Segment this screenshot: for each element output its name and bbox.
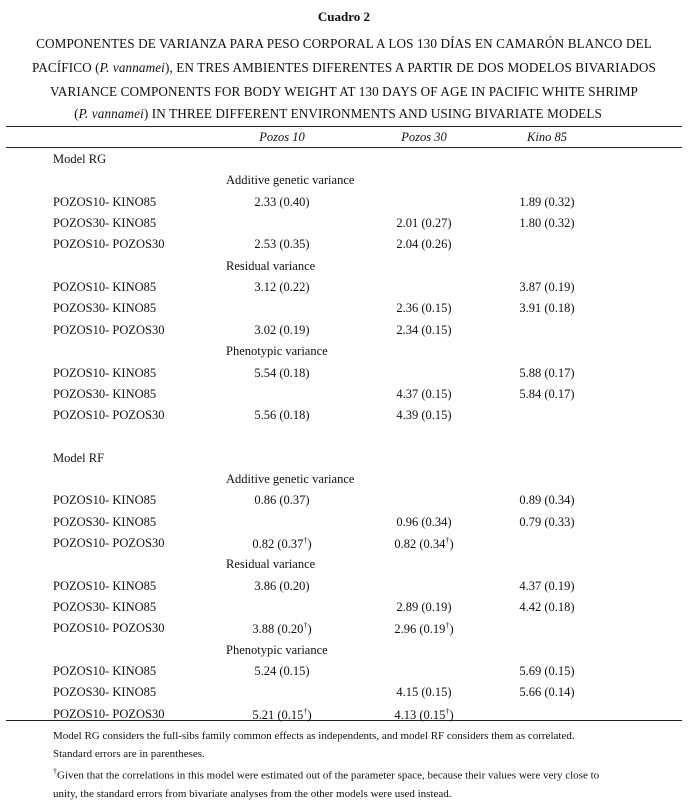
value-pozos30: 2.34 (0.15) [396, 323, 452, 337]
value-pozos10: 3.02 (0.19) [254, 323, 310, 337]
value-pozos10: 5.24 (0.15) [254, 664, 310, 678]
value-kino85: 0.89 (0.34) [519, 493, 575, 507]
value-pozos30: 0.96 (0.34) [396, 515, 452, 529]
value-pozos10: 2.53 (0.35) [254, 237, 310, 251]
section-title: Residual variance [226, 557, 316, 571]
value-pozos30: 2.96 (0.19†) [394, 621, 454, 637]
value-pozos30: 0.82 (0.34†) [394, 536, 454, 552]
table-row [0, 195, 688, 217]
dagger-mark: † [445, 621, 450, 630]
value-kino85: 5.69 (0.15) [519, 664, 575, 678]
table-row [0, 280, 688, 302]
row-label: POZOS10- POZOS30 [53, 323, 165, 337]
table-row [0, 664, 688, 686]
value-pozos10: 2.33 (0.40) [254, 195, 310, 209]
species-name: P. vannamei [78, 106, 144, 121]
column-header-pozos10: Pozos 10 [259, 130, 305, 144]
table-row [0, 408, 688, 430]
dagger-mark: † [445, 707, 450, 716]
table-notes [53, 727, 613, 803]
english-caption-line-1: VARIANCE COMPONENTS FOR BODY WEIGHT AT 130 DAYS OF AGE IN PACIFIC WHITE SHRIMP [49, 84, 638, 99]
value-kino85: 1.80 (0.32) [519, 216, 575, 230]
value-pozos30: 2.89 (0.19) [396, 600, 452, 614]
section-title: Additive genetic variance [226, 472, 355, 486]
value-pozos30: 2.01 (0.27) [396, 216, 452, 230]
table-row [0, 301, 688, 323]
table-row [0, 493, 688, 515]
value-pozos30: 2.36 (0.15) [396, 301, 452, 315]
row-label: POZOS30- KINO85 [53, 685, 157, 699]
spanish-caption-line-1: COMPONENTES DE VARIANZA PARA PESO CORPORAL A LOS 130 DÍAS EN CAMARÓN BLANCO DEL [36, 36, 652, 51]
value-pozos10: 0.82 (0.37†) [252, 536, 312, 552]
table-row [0, 366, 688, 388]
value-kino85: 1.89 (0.32) [519, 195, 575, 209]
row-label: POZOS30- KINO85 [53, 515, 157, 529]
table-row [0, 323, 688, 345]
section-title: Residual variance [226, 259, 316, 273]
table-row [0, 387, 688, 409]
value-pozos30: 4.13 (0.15†) [394, 707, 454, 723]
species-name: P. vannamei [99, 60, 165, 75]
value-pozos10: 5.21 (0.15†) [252, 707, 312, 723]
table-row [0, 237, 688, 259]
row-label: POZOS10- KINO85 [53, 366, 157, 380]
row-label: POZOS30- KINO85 [53, 600, 157, 614]
row-label: POZOS10- POZOS30 [53, 408, 165, 422]
row-label: POZOS30- KINO85 [53, 301, 157, 315]
value-kino85: 5.88 (0.17) [519, 366, 575, 380]
row-label: POZOS10- POZOS30 [53, 621, 165, 635]
model-label: Model RG [53, 152, 107, 166]
row-label: POZOS10- POZOS30 [53, 707, 165, 721]
row-label: POZOS10- POZOS30 [53, 237, 165, 251]
table-row [0, 536, 688, 558]
value-pozos10: 3.86 (0.20) [254, 579, 310, 593]
value-kino85: 3.87 (0.19) [519, 280, 575, 294]
dagger-mark: † [303, 536, 308, 545]
table-row [0, 579, 688, 601]
table-row [0, 515, 688, 537]
table-row [0, 707, 688, 729]
table-row [0, 600, 688, 622]
row-label: POZOS10- KINO85 [53, 195, 157, 209]
dagger-mark: † [303, 621, 308, 630]
note-dagger: †Given that the correlations in this model were estimated out of the parameter space, because their values were very close to unity, the standard errors from bivariate analyses from the other models were used instead. [53, 767, 600, 800]
table-row [0, 621, 688, 643]
value-pozos30: 2.04 (0.26) [396, 237, 452, 251]
value-pozos30: 4.15 (0.15) [396, 685, 452, 699]
row-label: POZOS10- KINO85 [53, 493, 157, 507]
value-kino85: 5.84 (0.17) [519, 387, 575, 401]
row-label: POZOS10- POZOS30 [53, 536, 165, 550]
value-kino85: 4.42 (0.18) [519, 600, 575, 614]
column-header-pozos30: Pozos 30 [401, 130, 447, 144]
table-top-rule [6, 126, 682, 127]
value-pozos10: 5.54 (0.18) [254, 366, 310, 380]
english-caption-line-2: (P. vannamei) IN THREE DIFFERENT ENVIRONMENTS AND USING BIVARIATE MODELS [74, 106, 602, 121]
table-row [0, 685, 688, 707]
row-label: POZOS30- KINO85 [53, 387, 157, 401]
value-kino85: 0.79 (0.33) [519, 515, 575, 529]
dagger-mark: † [303, 707, 308, 716]
row-label: POZOS10- KINO85 [53, 280, 157, 294]
table-row [0, 216, 688, 238]
value-kino85: 4.37 (0.19) [519, 579, 575, 593]
model-label: Model RF [53, 451, 105, 465]
value-kino85: 3.91 (0.18) [519, 301, 575, 315]
row-label: POZOS30- KINO85 [53, 216, 157, 230]
row-label: POZOS10- KINO85 [53, 579, 157, 593]
section-title: Phenotypic variance [226, 643, 328, 657]
spanish-caption-line-2: PACÍFICO (P. vannamei), EN TRES AMBIENTES DIFERENTES A PARTIR DE DOS MODELOS BIVARIADOS [32, 60, 656, 75]
header-bottom-rule [6, 147, 682, 148]
column-header-kino85: Kino 85 [527, 130, 567, 144]
value-pozos10: 5.56 (0.18) [254, 408, 310, 422]
value-pozos30: 4.39 (0.15) [396, 408, 452, 422]
section-title: Additive genetic variance [226, 173, 355, 187]
section-title: Phenotypic variance [226, 344, 328, 358]
table-number: Cuadro 2 [317, 9, 371, 24]
dagger-mark: † [445, 536, 450, 545]
value-pozos10: 0.86 (0.37) [254, 493, 310, 507]
dagger-symbol: † [53, 767, 57, 776]
value-pozos10: 3.88 (0.20†) [252, 621, 312, 637]
note-models: Model RG considers the full-sibs family common effects as independents, and model RF considers them as correlated. Standard errors are in parentheses. [53, 730, 575, 760]
value-pozos30: 4.37 (0.15) [396, 387, 452, 401]
value-pozos10: 3.12 (0.22) [254, 280, 310, 294]
row-label: POZOS10- KINO85 [53, 664, 157, 678]
value-kino85: 5.66 (0.14) [519, 685, 575, 699]
